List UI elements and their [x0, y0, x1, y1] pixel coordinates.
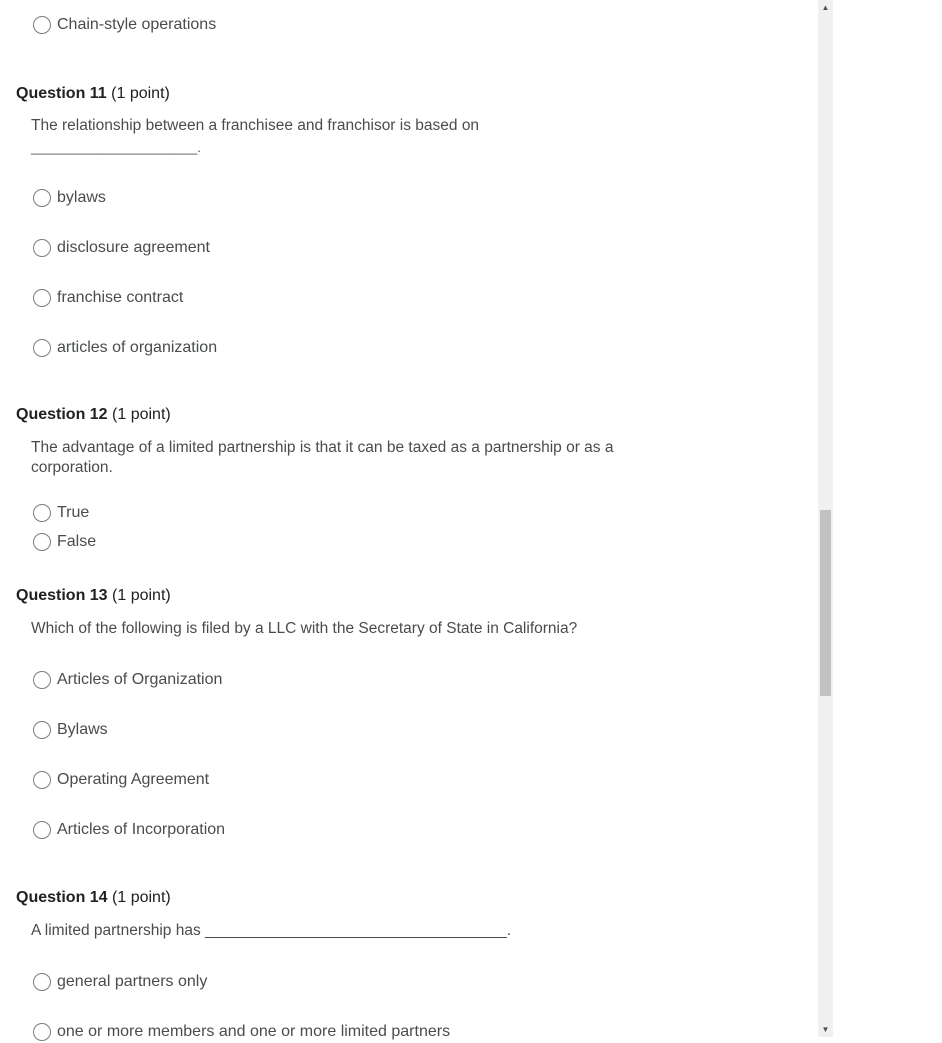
question-label: Question 13 — [16, 587, 108, 604]
radio-button[interactable] — [33, 339, 51, 357]
question-11-blank: _______________________. — [31, 140, 201, 155]
option-label: disclosure agreement — [57, 239, 210, 256]
question-12-header — [16, 406, 171, 424]
option-label: Operating Agreement — [57, 771, 210, 788]
question-14-header — [16, 889, 171, 907]
question-label: Question 12 — [16, 406, 108, 423]
radio-button[interactable] — [33, 289, 51, 307]
vertical-scrollbar[interactable] — [818, 0, 833, 1037]
radio-button[interactable] — [33, 533, 51, 551]
radio-option[interactable] — [33, 971, 207, 993]
radio-option[interactable] — [33, 531, 96, 553]
radio-option[interactable] — [33, 14, 216, 36]
question-13-header — [16, 587, 171, 605]
question-12-text: The advantage of a limited partnership is that it can be taxed as a partnership or as a corporation. — [31, 439, 614, 476]
radio-button[interactable] — [33, 1023, 51, 1041]
radio-button[interactable] — [33, 16, 51, 34]
radio-option[interactable] — [33, 187, 106, 209]
scroll-up-icon[interactable]: ▲ — [821, 3, 830, 12]
question-label: Question 14 — [16, 889, 108, 906]
question-13-text: Which of the following is filed by a LLC with the Secretary of State in California? — [31, 620, 578, 637]
radio-option[interactable] — [33, 237, 210, 259]
radio-option[interactable] — [33, 669, 222, 691]
question-11-header — [16, 85, 170, 103]
option-label: Chain-style operations — [57, 16, 217, 33]
option-label: bylaws — [57, 189, 106, 206]
question-11-text: The relationship between a franchisee and franchisor is based on — [31, 117, 480, 134]
radio-option[interactable] — [33, 819, 225, 841]
question-14-text: A limited partnership has ___________________________________. — [31, 922, 512, 939]
radio-option[interactable] — [33, 502, 89, 524]
radio-option[interactable] — [33, 1021, 450, 1043]
radio-option[interactable] — [33, 337, 217, 359]
radio-option[interactable] — [33, 719, 108, 741]
radio-button[interactable] — [33, 189, 51, 207]
radio-button[interactable] — [33, 504, 51, 522]
option-label: Articles of Incorporation — [57, 821, 226, 838]
radio-button[interactable] — [33, 973, 51, 991]
question-label: Question 11 — [16, 85, 107, 102]
question-points: (1 point) — [111, 85, 170, 102]
option-label: False — [57, 533, 97, 550]
radio-button[interactable] — [33, 821, 51, 839]
option-label: franchise contract — [57, 289, 184, 306]
radio-button[interactable] — [33, 771, 51, 789]
radio-button[interactable] — [33, 239, 51, 257]
question-points: (1 point) — [112, 406, 171, 423]
question-points: (1 point) — [112, 889, 171, 906]
option-label: Bylaws — [57, 721, 108, 738]
scroll-down-icon[interactable]: ▼ — [821, 1025, 830, 1034]
radio-button[interactable] — [33, 721, 51, 739]
option-label: one or more members and one or more limited partners — [57, 1023, 451, 1040]
option-label: general partners only — [57, 973, 208, 990]
option-label: Articles of Organization — [57, 671, 223, 688]
radio-option[interactable] — [33, 769, 209, 791]
option-label: articles of organization — [57, 339, 218, 356]
radio-button[interactable] — [33, 671, 51, 689]
scrollbar-thumb[interactable] — [820, 510, 831, 696]
radio-option[interactable] — [33, 287, 183, 309]
option-label: True — [57, 504, 90, 521]
question-points: (1 point) — [112, 587, 171, 604]
